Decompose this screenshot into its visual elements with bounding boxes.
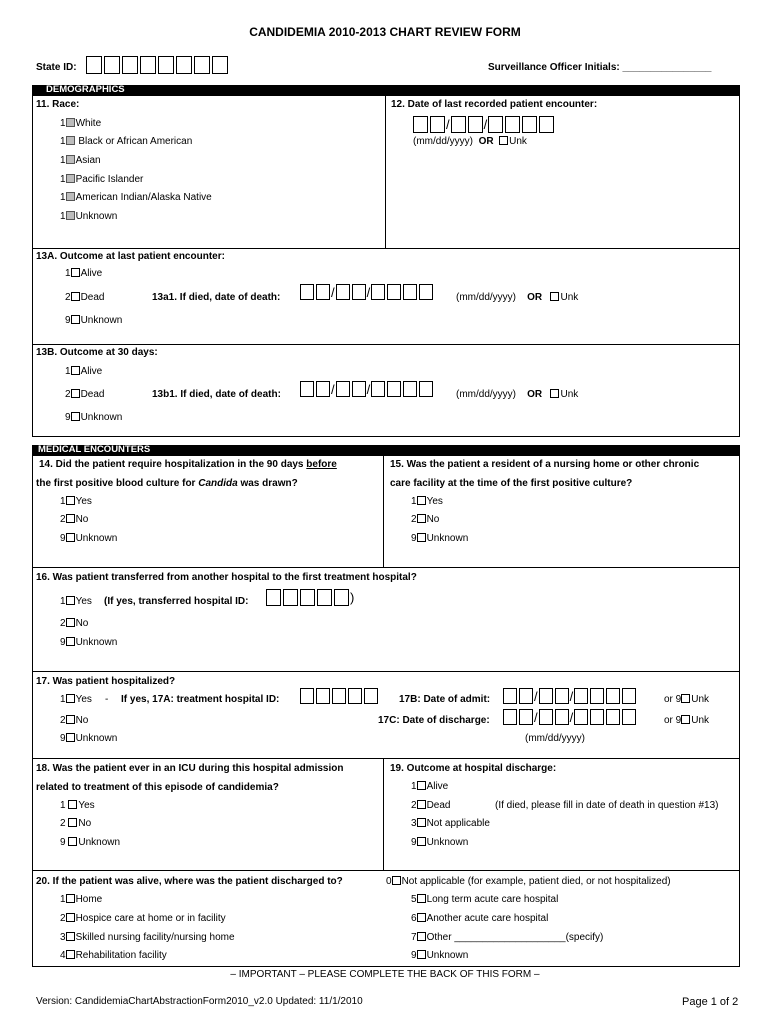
unk-checkbox[interactable] <box>550 389 559 398</box>
q17a-hospital-id-boxes[interactable] <box>300 688 380 704</box>
q13b-alive[interactable]: 1 Alive <box>65 366 103 377</box>
q13a1-date-boxes[interactable]: / / <box>300 284 435 300</box>
q13a1-format: (mm/dd/yyyy) OR Unk <box>456 292 579 303</box>
q20-other[interactable]: 7 Other ____________________(specify) <box>411 932 604 943</box>
q18-no[interactable]: 2 No <box>60 818 92 829</box>
q14-unknown[interactable]: 9 Unknown <box>60 533 118 544</box>
q18-unknown[interactable]: 9 Unknown <box>60 837 121 848</box>
q20-hospice[interactable]: 2 Hospice care at home or in facility <box>60 913 226 924</box>
q17c-date-boxes[interactable]: / / <box>503 709 638 725</box>
q20-unknown[interactable]: 9 Unknown <box>411 950 469 961</box>
q17-date-format: (mm/dd/yyyy) <box>525 733 585 744</box>
checkbox[interactable] <box>66 118 75 127</box>
q16-if-yes-label: (If yes, transferred hospital ID: <box>104 596 249 607</box>
q19-alive[interactable]: 1 Alive <box>411 781 449 792</box>
q17c-label: 17C: Date of discharge: <box>378 715 490 726</box>
q16-unknown[interactable]: 9 Unknown <box>60 637 118 648</box>
q16-no[interactable]: 2 No <box>60 618 89 629</box>
version-info: Version: CandidemiaChartAbstractionForm2010_v2.0 Updated: 11/1/2010 <box>36 996 363 1007</box>
q12-label: 12. Date of last recorded patient encounter: <box>391 99 598 110</box>
q13a-unknown[interactable]: 9 Unknown <box>65 315 123 326</box>
q17b-date-boxes[interactable]: / / <box>503 688 638 704</box>
q17-unknown[interactable]: 9 Unknown <box>60 733 118 744</box>
q13b-label: 13B. Outcome at 30 days: <box>36 347 158 358</box>
q16-label: 16. Was patient transferred from another hospital to the first treatment hospital? <box>36 572 417 583</box>
q13b-dead[interactable]: 2 Dead <box>65 389 105 400</box>
q16-hospital-id-boxes[interactable]: ) <box>266 589 355 606</box>
q20-label: 20. If the patient was alive, where was the patient discharged to? <box>36 876 343 887</box>
q15-unknown[interactable]: 9 Unknown <box>411 533 469 544</box>
q18-yes[interactable]: 1 Yes <box>60 800 95 811</box>
race-option-white[interactable]: 1 White <box>60 118 102 129</box>
q19-dead-note: (If died, please fill in date of death in question #13) <box>495 800 719 811</box>
important-note: – IMPORTANT – PLEASE COMPLETE THE BACK OF THIS FORM – <box>230 969 540 980</box>
q14-no[interactable]: 2 No <box>60 514 89 525</box>
q15-no[interactable]: 2 No <box>411 514 440 525</box>
race-option-black[interactable]: 1 Black or African American <box>60 136 193 147</box>
q13b1-label: 13b1. If died, date of death: <box>152 389 281 400</box>
q13a-alive[interactable]: 1 Alive <box>65 268 103 279</box>
q13b-unknown[interactable]: 9 Unknown <box>65 412 123 423</box>
checkbox[interactable] <box>66 155 75 164</box>
q17a-label: If yes, 17A: treatment hospital ID: <box>121 694 280 705</box>
medical-header: MEDICAL ENCOUNTERS <box>32 445 740 455</box>
q20-not-applicable[interactable]: 0 Not applicable (for example, patient died, or not hospitalized) <box>386 876 671 887</box>
q13a-label: 13A. Outcome at last patient encounter: <box>36 251 225 262</box>
q17b-label: 17B: Date of admit: <box>399 694 491 705</box>
race-option-pacific[interactable]: 1 Pacific Islander <box>60 174 144 185</box>
checkbox[interactable] <box>66 174 75 183</box>
q19-dead[interactable]: 2 Dead <box>411 800 451 811</box>
q19-label: 19. Outcome at hospital discharge: <box>390 763 557 774</box>
q17-yes[interactable]: 1 Yes <box>60 694 92 705</box>
q17c-unk[interactable]: or 9 Unk <box>664 715 710 726</box>
page-number: Page 1 of 2 <box>682 996 739 1008</box>
q20-ltach[interactable]: 5 Long term acute care hospital <box>411 894 559 905</box>
q20-skilled-nursing[interactable]: 3 Skilled nursing facility/nursing home <box>60 932 235 943</box>
state-id-label: State ID: <box>36 62 77 73</box>
unk-checkbox[interactable] <box>499 136 508 145</box>
q17-no[interactable]: 2 No <box>60 715 89 726</box>
q13a-dead[interactable]: 2 Dead <box>65 292 105 303</box>
state-id-boxes[interactable] <box>86 56 230 74</box>
q15-label-cont: care facility at the time of the first positive culture? <box>390 478 633 489</box>
q13a1-label: 13a1. If died, date of death: <box>152 292 281 303</box>
q16-yes[interactable]: 1 Yes <box>60 596 92 607</box>
q19-unknown[interactable]: 9 Unknown <box>411 837 469 848</box>
q19-not-applicable[interactable]: 3 Not applicable <box>411 818 490 829</box>
checkbox[interactable] <box>66 192 75 201</box>
race-option-native[interactable]: 1 American Indian/Alaska Native <box>60 192 212 203</box>
q17-label: 17. Was patient hospitalized? <box>36 676 176 687</box>
q15-label: 15. Was the patient a resident of a nursing home or other chronic <box>390 459 700 470</box>
race-option-unknown[interactable]: 1 Unknown <box>60 211 118 222</box>
checkbox[interactable] <box>66 136 75 145</box>
q18-label-cont: related to treatment of this episode of candidemia? <box>36 782 279 793</box>
q17b-unk[interactable]: or 9 Unk <box>664 694 710 705</box>
q17-dash: - <box>105 694 109 705</box>
q14-label: 14. Did the patient require hospitalization in the 90 days before <box>39 459 337 470</box>
race-option-asian[interactable]: 1 Asian <box>60 155 101 166</box>
q13b1-format: (mm/dd/yyyy) OR Unk <box>456 389 579 400</box>
q20-acute-care[interactable]: 6 Another acute care hospital <box>411 913 549 924</box>
q20-home[interactable]: 1 Home <box>60 894 103 905</box>
q20-rehab[interactable]: 4 Rehabilitation facility <box>60 950 167 961</box>
demographics-header: DEMOGRAPHICS <box>32 85 740 95</box>
form-title: CANDIDEMIA 2010-2013 CHART REVIEW FORM <box>249 25 521 39</box>
unk-checkbox[interactable] <box>550 292 559 301</box>
q14-label-cont: the first positive blood culture for Candida was drawn? <box>36 478 298 489</box>
q15-yes[interactable]: 1 Yes <box>411 496 443 507</box>
q14-yes[interactable]: 1 Yes <box>60 496 92 507</box>
checkbox[interactable] <box>66 211 75 220</box>
q12-date-boxes[interactable]: / / <box>413 116 556 133</box>
q13b1-date-boxes[interactable]: / / <box>300 381 435 397</box>
q11-label: 11. Race: <box>36 99 80 110</box>
officer-initials-field[interactable]: Surveillance Officer Initials: ________________ <box>488 62 712 73</box>
q12-format: (mm/dd/yyyy) OR Unk <box>413 136 527 147</box>
q18-label: 18. Was the patient ever in an ICU during this hospital admission <box>36 763 344 774</box>
